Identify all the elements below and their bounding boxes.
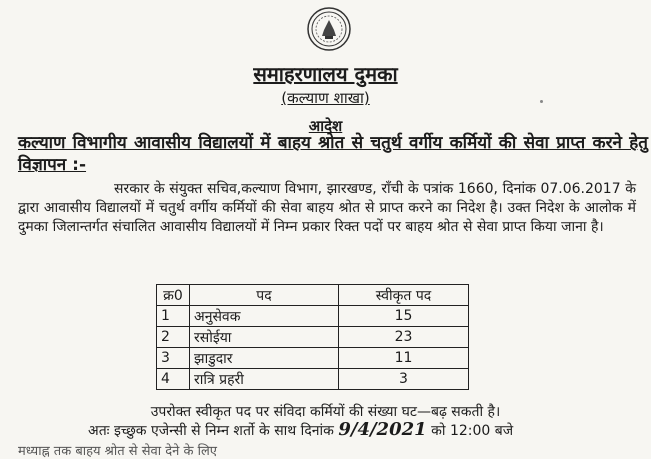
row-serial: 1	[157, 306, 190, 327]
header-sanctioned: स्वीकृत पद	[339, 285, 469, 306]
row-post: अनुसेवक	[190, 306, 339, 327]
table-header-row	[157, 285, 469, 306]
subject-heading: कल्याण विभागीय आवासीय विद्यालयों में बाहय श्रोत से चतुर्थ वर्गीय कर्मियों की सेवा प्राप्त करने हेतु विज्ञापन :-	[18, 133, 648, 175]
row-count: 23	[339, 327, 469, 348]
row-post: झाडुदार	[190, 348, 339, 369]
row-post: रसोईया	[190, 327, 339, 348]
paragraph-directive: सरकार के संयुक्त सचिव,कल्याण विभाग, झारखण्ड, राँची के पत्रांक 1660, दिनांक 07.06.2017 के द्वारा आवासीय विद्यालयों में चतुर्थ वर्गीय कर्मियों की सेवा बाहय श्रोत से प्राप्त करने का निदेश है। उक्त निदेश के आलोक में दुमका जिलान्तर्गत संचालित आवासीय विद्यालयों में निम्न प्रकार रिक्त पदों पर बाहय श्रोत से सेवा प्राप्त किया जाना है।	[18, 181, 636, 235]
handwritten-date: 9/4/2021	[338, 419, 427, 440]
row-post: रात्रि प्रहरी	[190, 369, 339, 390]
row-count: 11	[339, 348, 469, 369]
paragraph-invitation	[18, 420, 636, 441]
table-row	[157, 348, 469, 369]
row-count: 3	[339, 369, 469, 390]
invitation-text: अतः इच्छुक एजेन्सी से निम्न शर्तो के साथ दिनांक	[88, 423, 334, 439]
scan-speck	[540, 100, 543, 103]
row-serial: 4	[157, 369, 190, 390]
order-heading: आदेश	[308, 117, 343, 135]
invitation-time: को 12:00 बजे	[431, 423, 514, 439]
table-row	[157, 306, 469, 327]
table-row	[157, 327, 469, 348]
office-title: समाहरणालय दुमका	[253, 62, 398, 86]
header-serial: क्र0	[157, 285, 190, 306]
row-serial: 3	[157, 348, 190, 369]
table-row	[157, 369, 469, 390]
paragraph-variation-note: उपरोक्त स्वीकृत पद पर संविदा कर्मियों की संख्या घट—बढ़ सकती है।	[150, 404, 501, 420]
row-count: 15	[339, 306, 469, 327]
posts-table	[156, 284, 469, 390]
cut-off-line: मध्याह्न तक बाहय श्रोत से सेवा देने के लिए	[18, 444, 217, 459]
state-emblem-icon	[305, 6, 353, 52]
row-serial: 2	[157, 327, 190, 348]
department-label: (कल्याण शाखा)	[281, 89, 370, 107]
header-post: पद	[190, 285, 339, 306]
